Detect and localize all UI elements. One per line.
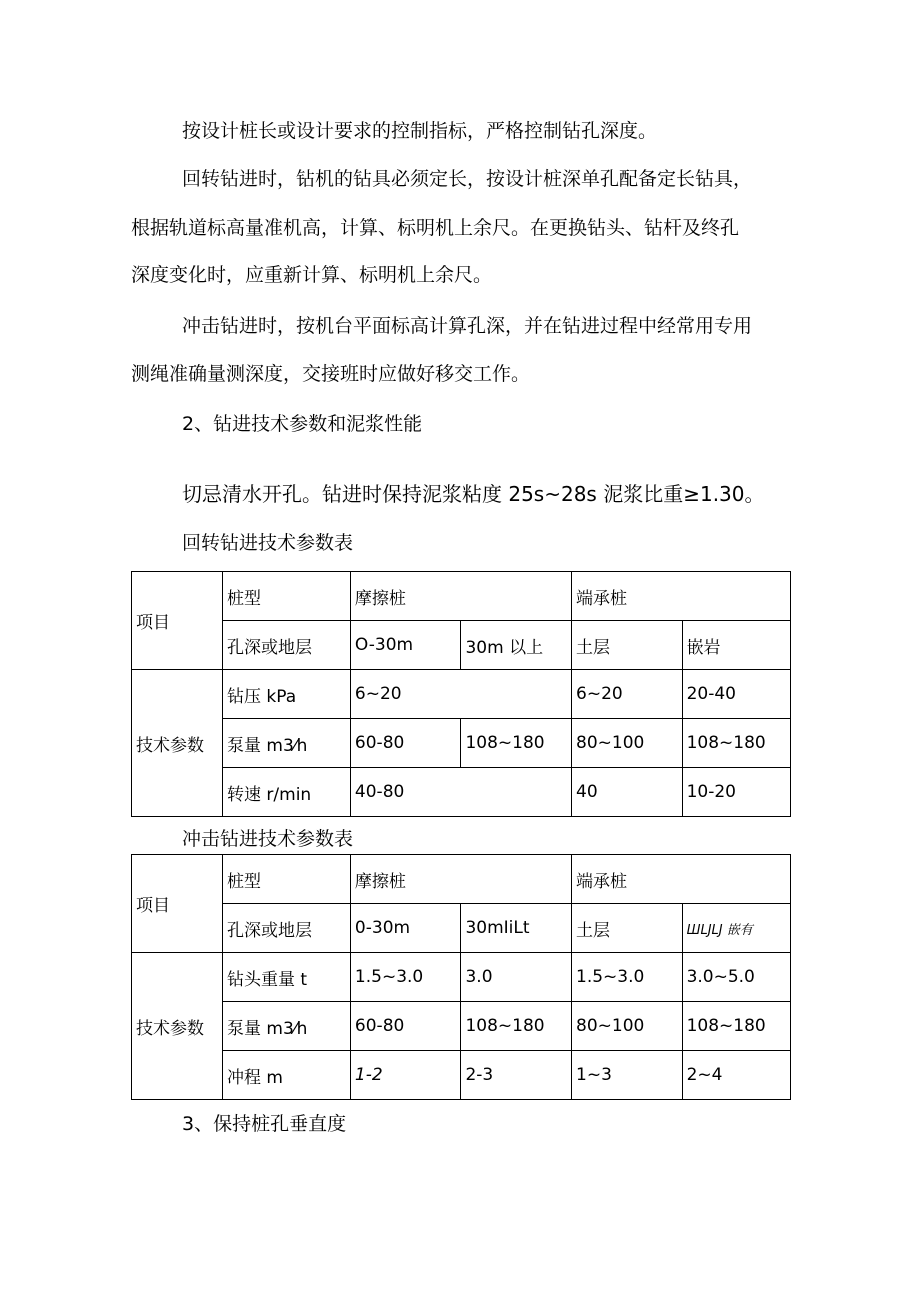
row-label: 泵量 m3⁄h [223, 719, 351, 768]
table2-caption: 冲击钻进技术参数表 [182, 828, 354, 850]
impact-params-table [131, 854, 791, 1100]
tech-params-label: 技术参数 [132, 953, 223, 1100]
table-cell: 60-80 [350, 1002, 461, 1051]
section-heading-2: 2、钻进技术参数和泥浆性能 [182, 413, 423, 435]
depth-col-3: 土层 [572, 621, 683, 670]
paragraph-rotary-line3: 深度变化时，应重新计算、标明机上余尺。 [131, 264, 493, 286]
table-cell: 3.0~5.0 [682, 953, 790, 1002]
table-cell: 1-2 [350, 1051, 461, 1100]
paragraph-rotary-line2: 根据轨道标高量准机高，计算、标明机上余尺。在更换钻头、钻杆及终孔 [131, 217, 740, 239]
table-cell: 40-80 [350, 768, 571, 817]
paragraph-impact-line1: 冲击钻进时，按机台平面标高计算孔深，并在钻进过程中经常用专用 [182, 315, 753, 337]
pile-type-label: 桩型 [223, 572, 351, 621]
table-cell: 6~20 [350, 670, 571, 719]
depth-col-3: 土层 [572, 904, 683, 953]
table-cell: 10-20 [682, 768, 790, 817]
depth-label: 孔深或地层 [223, 904, 351, 953]
paragraph-impact-line2: 测绳准确量测深度，交接班时应做好移交工作。 [131, 363, 531, 385]
friction-pile-header: 摩擦桩 [350, 855, 571, 904]
table-cell: 2-3 [461, 1051, 572, 1100]
table-cell: 40 [572, 768, 683, 817]
row-label: 钻头重量 t [223, 953, 351, 1002]
depth-col-2: 30m 以上 [461, 621, 572, 670]
table-cell: 60-80 [350, 719, 461, 768]
table1-caption: 回转钻进技术参数表 [182, 532, 354, 554]
row-label: 钻压 kPa [223, 670, 351, 719]
end-bearing-pile-header: 端承桩 [572, 572, 791, 621]
table-cell: 108~180 [682, 719, 790, 768]
table-cell: 108~180 [682, 1002, 790, 1051]
table-cell: 6~20 [572, 670, 683, 719]
paragraph-rotary-line1: 回转钻进时，钻机的钻具必须定长，按设计桩深单孔配备定长钻具， [182, 168, 753, 190]
row-label: 冲程 m [223, 1051, 351, 1100]
paragraph-mud-properties: 切忌清水开孔。钻进时保持泥浆粘度 25s~28s 泥浆比重≥1.30。 [182, 482, 765, 506]
item-label: 项目 [132, 855, 223, 953]
depth-col-2: 30mIiLt [461, 904, 572, 953]
table-cell: 1~3 [572, 1051, 683, 1100]
depth-col-1: 0-30m [350, 904, 461, 953]
row-label: 转速 r/min [223, 768, 351, 817]
table-cell: 80~100 [572, 1002, 683, 1051]
friction-pile-header: 摩擦桩 [350, 572, 571, 621]
table-cell: 108~180 [461, 1002, 572, 1051]
depth-label: 孔深或地层 [223, 621, 351, 670]
item-label: 项目 [132, 572, 223, 670]
rotary-params-table [131, 571, 791, 817]
end-bearing-pile-header: 端承桩 [572, 855, 791, 904]
table-cell: 3.0 [461, 953, 572, 1002]
table-cell: 20-40 [682, 670, 790, 719]
table-cell: 1.5~3.0 [350, 953, 461, 1002]
table-cell: 2~4 [682, 1051, 790, 1100]
row-label: 泵量 m3⁄h [223, 1002, 351, 1051]
depth-col-4: ШLJLJ 嵌有 [682, 904, 790, 953]
depth-col-4: 嵌岩 [682, 621, 790, 670]
table-cell: 108~180 [461, 719, 572, 768]
section-heading-3: 3、保持桩孔垂直度 [182, 1113, 347, 1135]
tech-params-label: 技术参数 [132, 670, 223, 817]
pile-type-label: 桩型 [223, 855, 351, 904]
paragraph-depth-control: 按设计桩长或设计要求的控制指标，严格控制钻孔深度。 [182, 120, 658, 142]
depth-col-1: O-30m [350, 621, 461, 670]
table-cell: 80~100 [572, 719, 683, 768]
table-cell: 1.5~3.0 [572, 953, 683, 1002]
